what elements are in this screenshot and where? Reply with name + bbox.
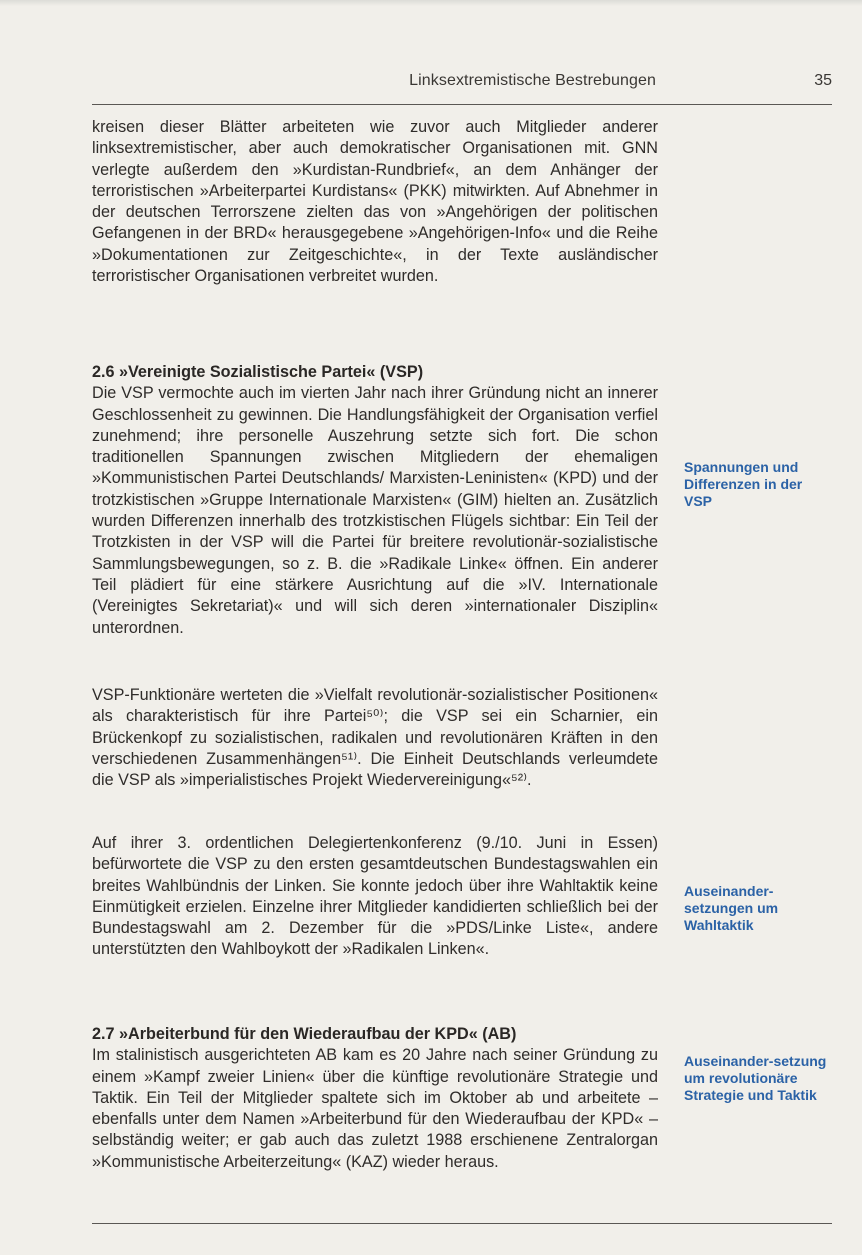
header-rule bbox=[92, 104, 832, 105]
body-text: kreisen dieser Blätter arbeiteten wie zuvor auch Mitglieder anderer linksextremistischer, aber auch demokratischer Organisationen mit. GNN verlegte außerdem den »Kurdistan-Rundbrief«, an dem Anhänger der terroristischen »Arbeiterpartei Kurdistans« (PKK) mitwirkten. Auf Abnehmer in der deutschen Terrorszene zielten das von »Angehörigen der politischen Gefangenen in der BRD« herausgegebene »Angehörigen-Info« und die Reihe »Dokumentationen zur Zeitgeschichte«, in der Texte ausländischer terroristischer Organisationen verbreitet wurden. bbox=[92, 118, 658, 286]
section-2-7 bbox=[92, 1024, 658, 1173]
margin-note-vsp-tensions: Spannungen und Differenzen in der VSP bbox=[684, 459, 803, 509]
footer-rule bbox=[92, 1223, 832, 1224]
body-text: Auf ihrer 3. ordentlichen Delegiertenkonferenz (9./10. Juni in Essen) befürwortete die VSP zu den ersten gesamtdeutschen Bundestagswahlen ein breites Wahlbündnis der Linken. Sie konnte jedoch über ihre Wahltaktik keine Einmütigkeit erzielen. Einzelne ihrer Mitglieder kandidierten schließlich bei der Bundestagswahl am 2. Dezember für die »PDS/Linke Liste«, andere unterstützten den Wahlboykott der »Radikalen Linken«. bbox=[92, 834, 658, 959]
paragraph-vsp-elections bbox=[92, 833, 658, 961]
body-text: Die VSP vermochte auch im vierten Jahr nach ihrer Gründung nicht an innerer Geschlossenheit zu gewinnen. Die Handlungsfähigkeit der Organisation verfiel zunehmend; ihre personelle Auszehrung setzte sich fort. Die schon traditionellen Spannungen zwischen Mitgliedern der ehemaligen »Kommunistischen Partei Deutschlands/ Marxisten-Leninisten« (KPD) und der trotzkistischen »Gruppe Internationale Marxisten« (GIM) hielten an. Zusätzlich wurden Differenzen innerhalb des trotzkistischen Flügels sichtbar: Ein Teil der Trotzkisten in der VSP will die Partei für breitere revolutionär-sozialistische Sammlungsbewegungen, so z. B. die »Radikale Linke« öffnen. Ein anderer Teil plädiert für eine stärkere Ausrichtung auf die »IV. Internationale (Vereinigtes Sekretariat)« und will sich deren »internationaler Disziplin« unterordnen. bbox=[92, 384, 658, 637]
section-heading-ab: 2.7 »Arbeiterbund für den Wiederaufbau der KPD« (AB) bbox=[92, 1025, 517, 1043]
margin-note-election-tactics: Auseinander-setzungen um Wahltaktik bbox=[684, 883, 779, 933]
paragraph-vsp-positions bbox=[92, 685, 658, 791]
running-title: Linksextremistische Bestrebungen bbox=[409, 72, 656, 89]
section-heading-vsp: 2.6 »Vereinigte Sozialistische Partei« (VSP) bbox=[92, 363, 424, 381]
section-2-6 bbox=[92, 362, 658, 639]
margin-note-strategy: Auseinander-setzung um revolutionäre Strategie und Taktik bbox=[684, 1053, 827, 1103]
paragraph-intro bbox=[92, 117, 658, 287]
page-header bbox=[92, 72, 832, 96]
body-text: VSP-Funktionäre werteten die »Vielfalt revolutionär-sozialistischer Positionen« als charakteristisch für ihre Partei⁵⁰⁾; die VSP sei ein Scharnier, ein Brückenkopf zu sozialistischen, radikalen und revolutionären Kräften in den verschiedenen Zusammenhängen⁵¹⁾. Die Einheit Deutschlands verleumdete die VSP als »imperialistisches Projekt Wiedervereinigung«⁵²⁾. bbox=[92, 686, 658, 790]
page-number: 35 bbox=[814, 72, 832, 89]
body-text: Im stalinistisch ausgerichteten AB kam es 20 Jahre nach seiner Gründung zu einem »Kampf zweier Linien« über die künftige revolutionäre Strategie und Taktik. Ein Teil der Mitglieder spaltete sich im Oktober ab und arbeitete – ebenfalls unter dem Namen »Arbeiterbund für den Wiederaufbau der KPD« – selbständig weiter; er gab auch das zuletzt 1988 erschienene Zentralorgan »Kommunistische Arbeiterzeitung« (KAZ) wieder heraus. bbox=[92, 1046, 658, 1171]
